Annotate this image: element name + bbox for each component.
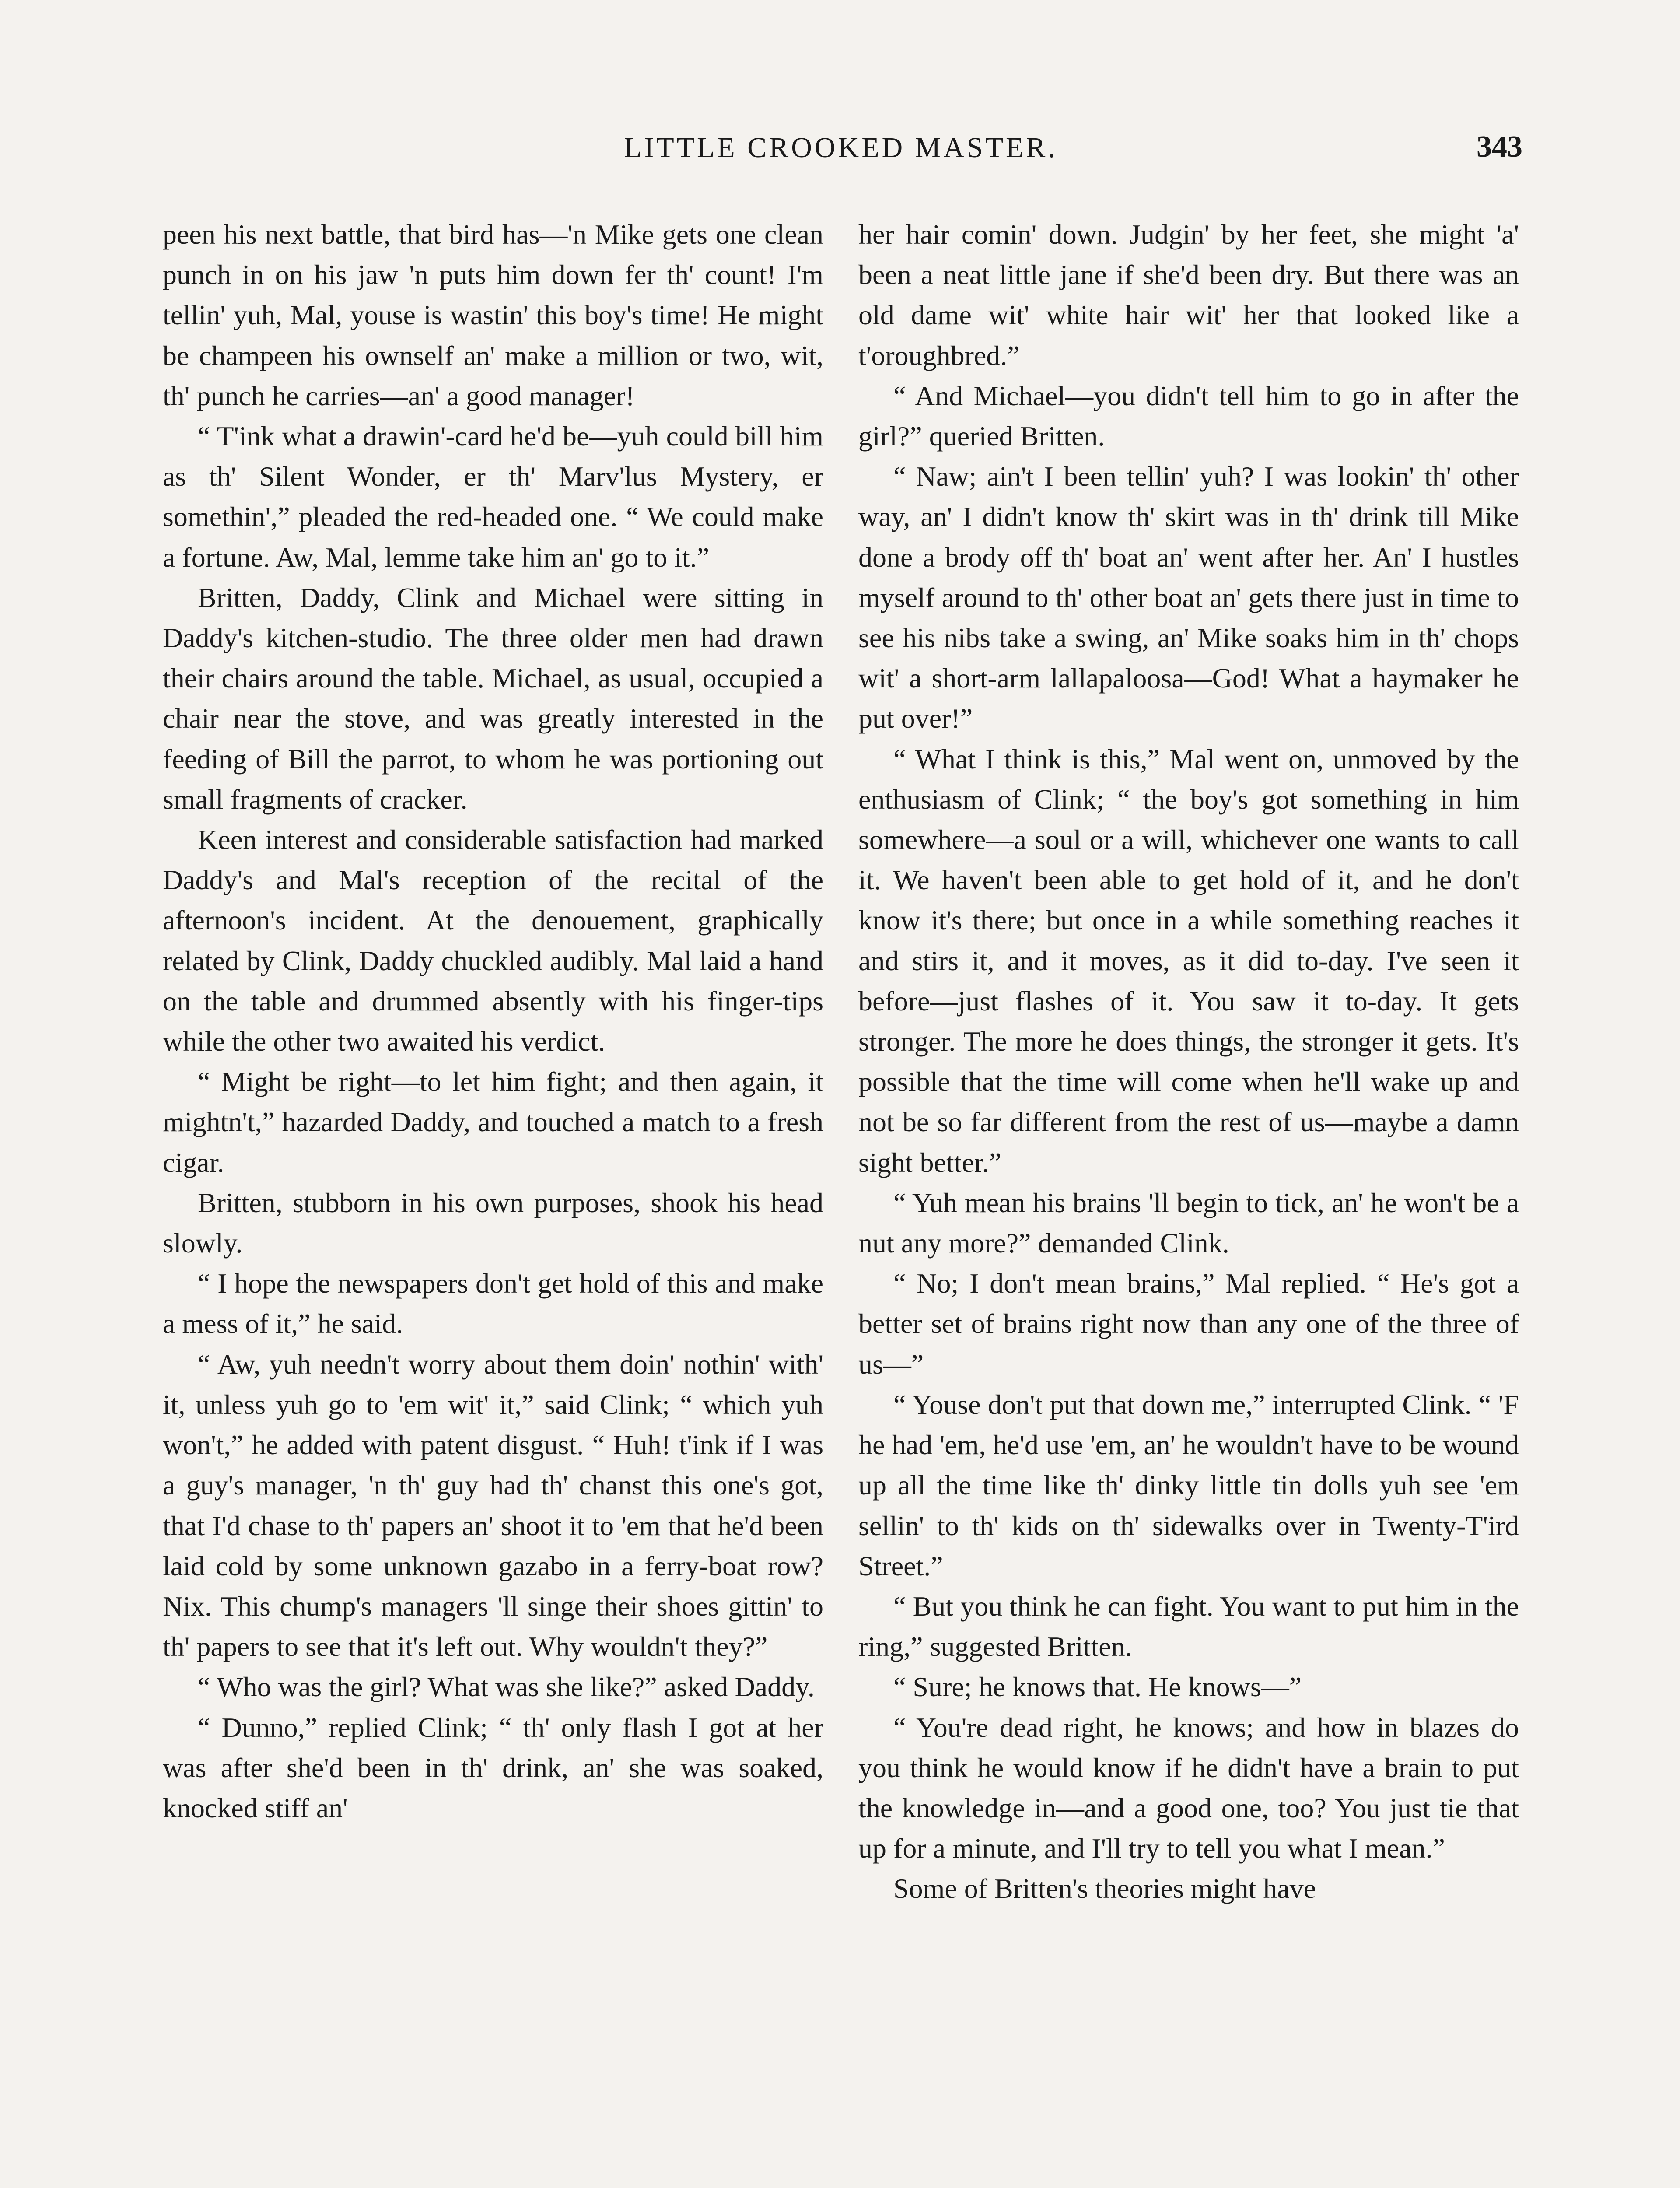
paragraph: “ Naw; ain't I been tellin' yuh? I was lookin' th' other way, an' I didn't know th' skirt was in th' drink till Mike done a brody off th' boat an' went after her. An' I hustles myself around to th' other boat an' gets there just in time to see his nibs take a swing, an' Mike soaks him in th' chops wit' a short-arm lallapaloosa—God! What a haymaker he put over!” [858,461,1519,734]
paragraph: “ Youse don't put that down me,” interrupted Clink. “ 'F he had 'em, he'd use 'em, an' he wouldn't have to be wound up all the time like th' dinky little tin dolls yuh see 'em sellin' to th' kids on th' sidewalks over in Twenty-T'ird Street.” [858,1389,1519,1581]
right-column [858,214,1519,1909]
paragraph: peen his next battle, that bird has—'n Mike gets one clean punch in on his jaw 'n puts him down fer th' count! I'm tellin' yuh, Mal, youse is wastin' this boy's time! He might be champeen his ownself an' make a million or two, wit, th' punch he carries—an' a good manager! [163,219,823,411]
paragraph: “ Sure; he knows that. He knows—” [893,1671,1302,1703]
paragraph: “ Might be right—to let him fight; and then again, it mightn't,” hazarded Daddy, and touched a match to a fresh cigar. [163,1066,823,1178]
paragraph: Britten, Daddy, Clink and Michael were sitting in Daddy's kitchen-studio. The three older men had drawn their chairs around the table. Michael, as usual, occupied a chair near the stove, and was greatly interested in the feeding of Bill the parrot, to whom he was portioning out small fragments of cracker. [163,582,823,815]
paragraph: “ What I think is this,” Mal went on, unmoved by the enthusiasm of Clink; “ the boy's got something in him somewhere—a soul or a will, whichever one wants to call it. We haven't been able to get hold of it, and he don't know it's there; but once in a while something reaches it and stirs it, and it moves, as it did to-day. I've seen it before—just flashes of it. You saw it to-day. It gets stronger. The more he does things, the stronger it gets. It's possible that the time will come when he'll wake up and not be so far different from the rest of us—maybe a damn sight better.” [858,743,1519,1178]
paragraph: her hair comin' down. Judgin' by her feet, she might 'a' been a neat little jane if she'd been dry. But there was an old dame wit' white hair wit' her that looked like a t'oroughbred.” [858,219,1519,371]
paragraph: “ And Michael—you didn't tell him to go in after the girl?” queried Britten. [858,380,1519,452]
paragraph: “ Who was the girl? What was she like?” asked Daddy. [198,1671,815,1703]
paragraph: “ But you think he can fight. You want to put him in the ring,” suggested Britten. [858,1590,1519,1662]
paragraph: “ I hope the newspapers don't get hold of this and make a mess of it,” he said. [163,1268,823,1339]
paragraph: “ Aw, yuh needn't worry about them doin' nothin' with' it, unless yuh go to 'em wit' it,” said Clink; “ which yuh won't,” he added with patent disgust. “ Huh! t'ink if I was a guy's manager, 'n th' guy had th' chanst this one's got, that I'd chase to th' papers an' shoot it to 'em that he'd been laid cold by some unknown gazabo in a ferry-boat row? Nix. This chump's managers 'll singe their shoes gittin' to th' papers to see that it's left out. Why wouldn't they?” [163,1348,823,1662]
paragraph: “ You're dead right, he knows; and how in blazes do you think he would know if he didn't have a brain to put the knowledge in—and a good one, too? You just tie that up for a minute, and I'll try to tell you what I mean.” [858,1711,1519,1864]
paragraph: Britten, stubborn in his own purposes, shook his head slowly. [163,1187,823,1259]
paragraph: “ T'ink what a drawin'-card he'd be—yuh could bill him as th' Silent Wonder, er th' Marv'lus Mystery, er somethin',” pleaded the red-headed one. “ We could make a fortune. Aw, Mal, lemme take him an' go to it.” [163,421,823,573]
left-column [163,214,823,1828]
paragraph: “ Yuh mean his brains 'll begin to tick, an' he won't be a nut any more?” demanded Clink. [858,1187,1519,1259]
page-number: 343 [1477,130,1522,164]
paragraph: “ No; I don't mean brains,” Mal replied. “ He's got a better set of brains right now than any one of the three of us—” [858,1268,1519,1380]
paragraph: Some of Britten's theories might have [893,1873,1316,1904]
paragraph: Keen interest and considerable satisfaction had marked Daddy's and Mal's reception of the recital of the afternoon's incident. At the denouement, graphically related by Clink, Daddy chuckled audibly. Mal laid a hand on the table and drummed absently with his finger-tips while the other two awaited his verdict. [163,824,823,1057]
running-title: LITTLE CROOKED MASTER. [624,132,1058,164]
paragraph: “ Dunno,” replied Clink; “ th' only flash I got at her was after she'd been in th' drink, an' she was soaked, knocked stiff an' [163,1711,823,1823]
